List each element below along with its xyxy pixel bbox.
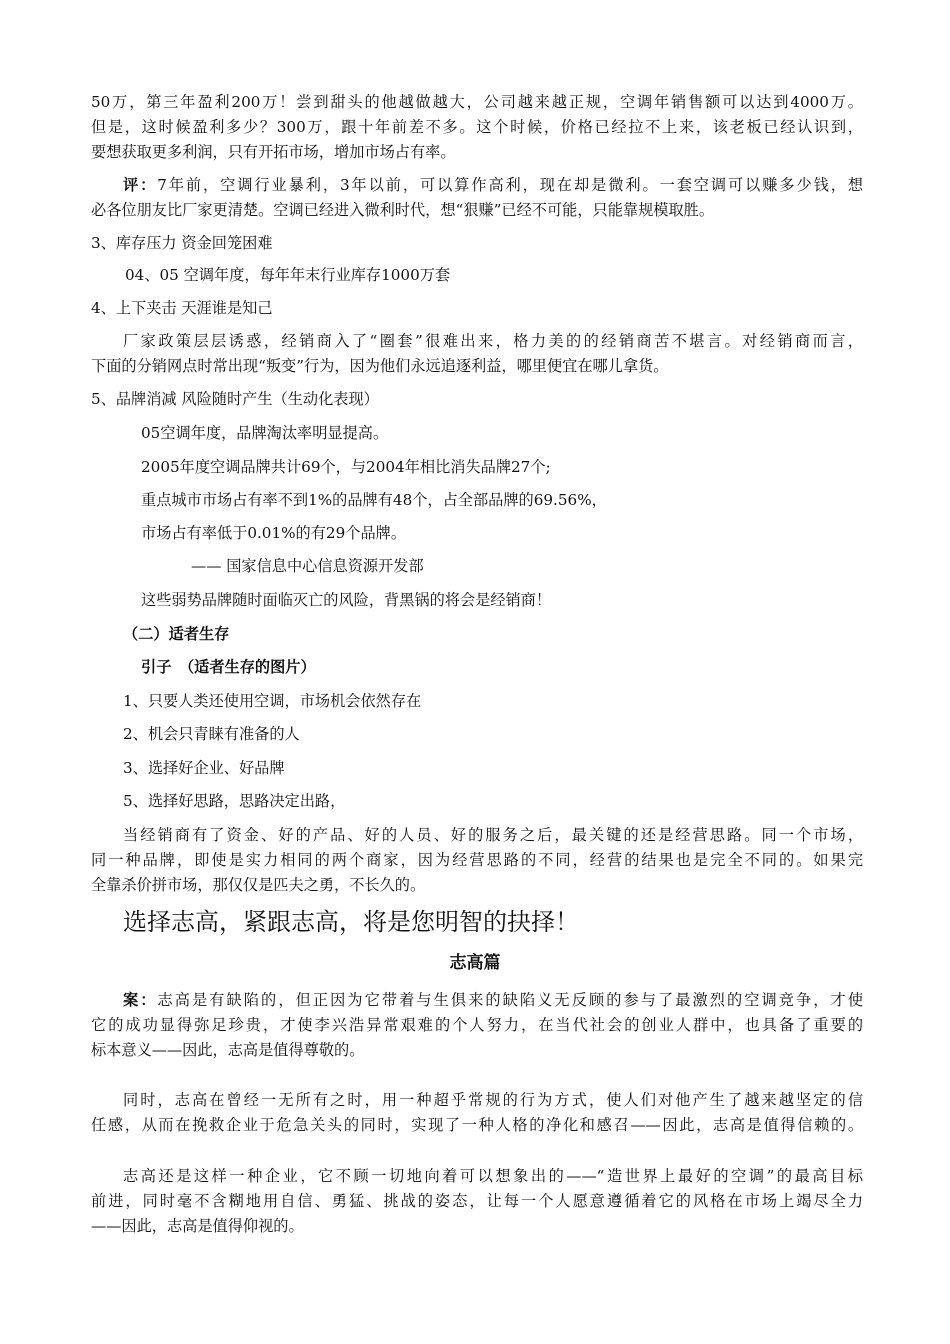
stat-line: 重点城市市场占有率不到1%的品牌有48个，占全部品牌的69.56%， — [141, 491, 607, 509]
paragraph-line: 它的成功显得弥足珍贵，才使李兴浩异常艰难的个人努力，在当代社会的创业人群中，也具备了重要的 — [91, 1016, 863, 1034]
chapter-title: 志高篇 — [449, 953, 501, 973]
section-text: 04、05 空调年度，每年年末行业库存1000万套 — [125, 266, 451, 284]
case-line — [123, 990, 863, 1010]
source-citation: —— 国家信息中心信息资源开发部 — [191, 557, 424, 575]
section-heading-bold: （二）适者生存 — [123, 625, 230, 643]
paragraph-line: 标本意义——因此，志高是值得尊敬的。 — [91, 1041, 365, 1059]
case-label: 案： — [123, 991, 158, 1009]
paragraph-line: 全靠杀价拼市场，那仅仅是匹夫之勇，不长久的。 — [91, 876, 426, 894]
case-text: 志高是有缺陷的，但正因为它带着与生俱来的缺陷义无反顾的参与了最激烈的空调竞争，才使 — [157, 991, 864, 1009]
stat-line: 2005年度空调品牌共计69个，与2004年相比消失品牌27个; — [141, 458, 551, 476]
comment-label: 评： — [123, 176, 158, 194]
paragraph-line: 志高还是这样一种企业，它不顾一切地向着可以想象出的——“造世界上最好的空调”的最高目标 — [123, 1167, 863, 1185]
stat-line: 05空调年度，品牌淘汰率明显提高。 — [141, 424, 389, 442]
list-item: 5、选择好思路，思路决定出路， — [123, 792, 346, 810]
section-heading: 5、品牌消减 风险随时产生（生动化表现） — [91, 390, 379, 408]
section-heading: 3、库存压力 资金回笼困难 — [91, 234, 273, 252]
section-heading: 4、上下夹击 天涯谁是知己 — [91, 299, 273, 317]
paragraph-line: 下面的分销网点时常出现“叛变”行为，因为他们永远追逐利益，哪里便宜在哪儿拿货。 — [91, 357, 669, 375]
paragraph-line: 厂家政策层层诱惑，经销商入了“圈套”很难出来，格力美的的经销商苦不堪言。对经销商而言， — [123, 332, 863, 350]
paragraph-line: 50万，第三年盈利200万！尝到甜头的他越做越大，公司越来越正规，空调年销售额可以达到4000万。 — [91, 93, 863, 111]
paragraph-line: 同时，志高在曾经一无所有之时，用一种超乎常规的行为方式，使人们对他产生了越来越坚定的信 — [123, 1091, 863, 1109]
paragraph-line: 前进，同时毫不含糊地用自信、勇猛、挑战的姿态，让每一个人愿意遵循着它的风格在市场上竭尽全力 — [91, 1192, 863, 1210]
list-item: 1、只要人类还使用空调，市场机会依然存在 — [123, 692, 422, 710]
comment-line: 必各位朋友比厂家更清楚。空调已经进入微利时代，想“狠赚”已经不可能，只能靠规模取胜。 — [91, 201, 715, 219]
paragraph-line: 要想获取更多利润，只有开拓市场，增加市场占有率。 — [91, 143, 456, 161]
paragraph-line: 当经销商有了资金、好的产品、好的人员、好的服务之后，最关键的还是经营思路。同一个市场， — [123, 826, 863, 844]
paragraph-line: 任感，从而在挽救企业于危急关头的同时，实现了一种人格的净化和感召——因此，志高是值得信赖的。 — [91, 1116, 863, 1134]
paragraph-line: 但是，这时候盈利多少？300万，跟十年前差不多。这个时候，价格已经拉不上来，该老板已经认识到， — [91, 118, 863, 136]
stat-line: 市场占有率低于0.01%的有29个品牌。 — [141, 524, 407, 542]
paragraph-line: 同一种品牌，即使是实力相同的两个商家，因为经营思路的不同，经营的结果也是完全不同的。如果完 — [91, 851, 863, 869]
list-item: 2、机会只青睐有准备的人 — [123, 725, 300, 743]
slogan: 选择志高，紧跟志高，将是您明智的抉择！ — [123, 908, 579, 936]
intro-heading: 引子 （适者生存的图片） — [141, 658, 316, 676]
stat-line: 这些弱势品牌随时面临灭亡的风险，背黑锅的将会是经销商！ — [141, 591, 552, 609]
comment-text: 7年前，空调行业暴利，3年以前，可以算作高利，现在却是微利。一套空调可以赚多少钱，想 — [157, 176, 864, 194]
paragraph-line: ——因此，志高是值得仰视的。 — [91, 1217, 304, 1235]
list-item: 3、选择好企业、好品牌 — [123, 759, 285, 777]
comment-line — [123, 175, 863, 195]
